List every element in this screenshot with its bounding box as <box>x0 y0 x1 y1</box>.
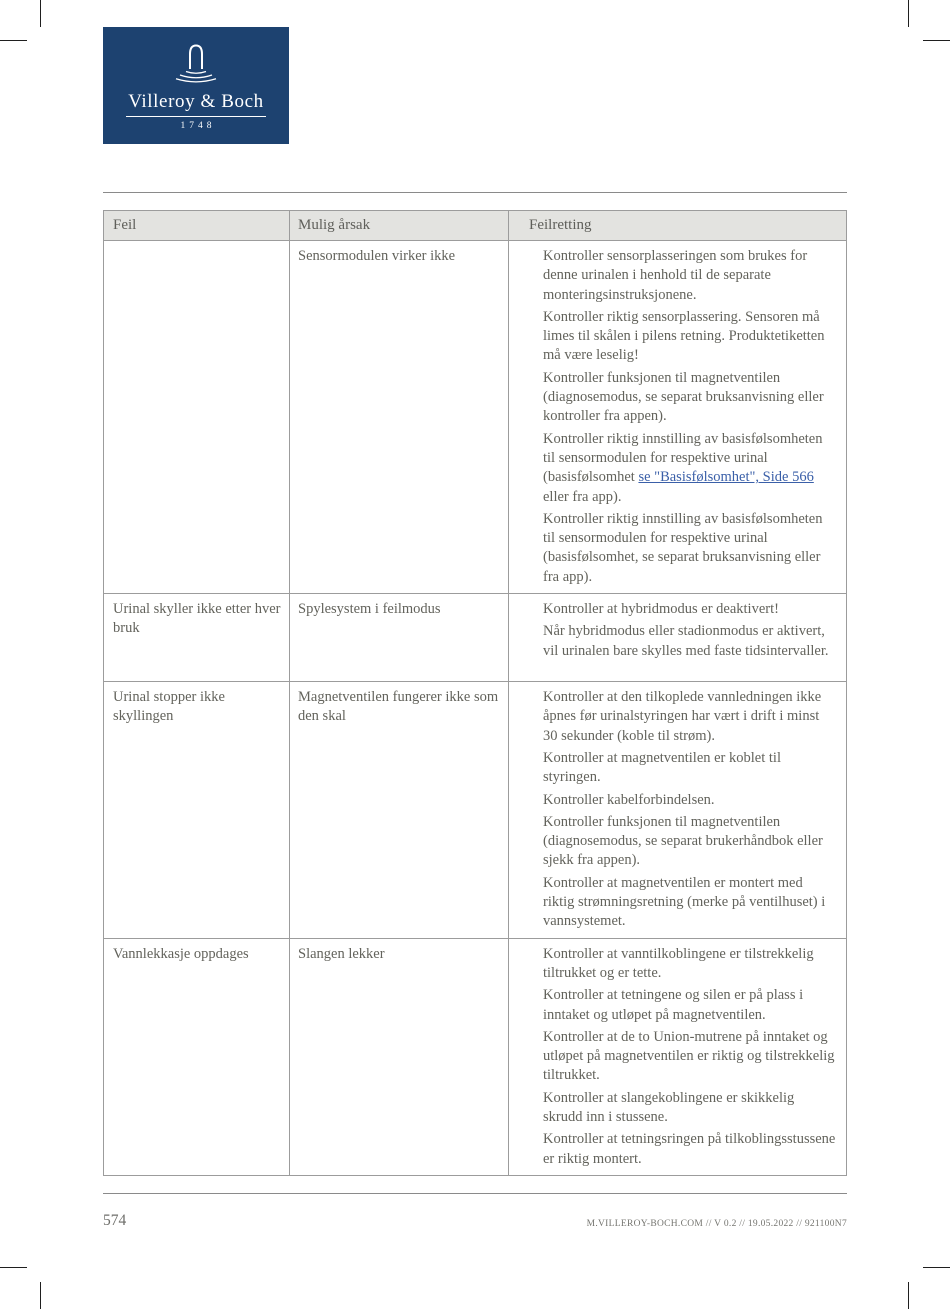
cell-mulig-arsak: Sensormodulen virker ikke <box>290 241 509 593</box>
paragraph-text: Kontroller at magnetventilen er koblet til styringen. <box>543 749 781 786</box>
paragraph-text: Kontroller at tetningsringen på tilkoblingsstussene er riktig montert. <box>543 1131 836 1167</box>
cell-mulig-arsak: Magnetventilen fungerer ikke som den skal <box>290 682 509 938</box>
feilretting-paragraph <box>543 1089 836 1128</box>
feilretting-paragraph <box>543 510 836 587</box>
column-header-feilretting: Feilretting <box>529 216 592 233</box>
feilretting-paragraph <box>543 600 836 619</box>
feilretting-paragraph <box>543 749 836 788</box>
footer-divider <box>103 1193 847 1194</box>
paragraph-text: Kontroller riktig innstilling av basisfølsomheten til sensormodulen for respektive urinal (basisfølsomhet <box>543 430 823 486</box>
cell-feilretting <box>509 682 846 938</box>
brand-year: 1748 <box>180 121 216 131</box>
paragraph-text: Kontroller funksjonen til magnetventilen (diagnosemodus, se separat brukerhåndbok eller sjekk fra appen). <box>543 813 823 869</box>
feilretting-paragraph <box>543 1028 836 1086</box>
cell-mulig-arsak: Slangen lekker <box>290 939 509 1175</box>
paragraph-text: Kontroller at slangekoblingene er skikkelig skrudd inn i stussene. <box>543 1089 795 1125</box>
cell-feil: Urinal skyller ikke etter hver bruk <box>104 594 290 681</box>
table-row <box>104 682 846 939</box>
brand-logo <box>103 27 289 144</box>
table-row <box>104 939 846 1175</box>
water-tap-icon <box>165 40 227 86</box>
paragraph-text: eller fra app). <box>543 488 622 505</box>
crop-mark <box>908 1282 909 1309</box>
paragraph-text: Kontroller kabelforbindelsen. <box>543 791 715 808</box>
feilretting-paragraph <box>543 688 836 746</box>
table-header-row <box>104 211 846 241</box>
paragraph-text: Kontroller sensorplasseringen som brukes for denne urinalen i henhold til de separate monteringsinstruksjonene. <box>543 248 808 303</box>
troubleshooting-table <box>103 210 847 1176</box>
paragraph-text: Kontroller at de to Union-mutrene på inntaket og utløpet på magnetventilen er riktig og tilstrekkelig tiltrukket. <box>543 1028 835 1084</box>
cell-feil: Vannlekkasje oppdages <box>104 939 290 1175</box>
paragraph-text: Kontroller riktig innstilling av basisfølsomheten til sensormodulen for respektive urinal (basisfølsomhet, se separat bruksanvisning eller fra app). <box>543 510 823 585</box>
table-row <box>104 241 846 594</box>
column-header-mulig-arsak: Mulig årsak <box>290 211 509 240</box>
cell-feilretting <box>509 241 846 593</box>
column-header-feil: Feil <box>104 211 290 240</box>
feilretting-paragraph <box>543 874 836 932</box>
crop-mark <box>0 1267 27 1268</box>
feilretting-paragraph <box>543 1130 836 1169</box>
cell-feilretting <box>509 939 846 1175</box>
paragraph-text: Når hybridmodus eller stadionmodus er aktivert, vil urinalen bare skylles med faste tidsintervaller. <box>543 623 829 659</box>
table-row <box>104 594 846 682</box>
brand-name: Villeroy & Boch <box>126 91 266 117</box>
cell-feil <box>104 241 290 593</box>
cell-feilretting <box>509 594 846 681</box>
feilretting-paragraph <box>543 247 836 305</box>
feilretting-paragraph <box>543 369 836 427</box>
paragraph-text: Kontroller at hybridmodus er deaktivert! <box>543 601 779 618</box>
paragraph-text: Kontroller at tetningene og silen er på plass i inntaket og utløpet på magnetventilen. <box>543 987 804 1023</box>
table-body <box>104 241 846 1175</box>
paragraph-text: Kontroller at den tilkoplede vannledningen ikke åpnes før urinalstyringen har vært i drift i minst 30 sekunder (koble til strøm). <box>543 689 822 744</box>
basisfolsomhet-page-link[interactable]: se "Basisfølsomhet", Side 566 <box>638 469 814 486</box>
page-number: 574 <box>103 1212 127 1229</box>
paragraph-text: Kontroller at vanntilkoblingene er tilstrekkelig tiltrukket og er tette. <box>543 945 814 981</box>
feilretting-paragraph <box>543 791 836 810</box>
crop-mark <box>40 1282 41 1309</box>
crop-mark <box>40 0 41 27</box>
crop-mark <box>0 40 27 41</box>
feilretting-paragraph <box>543 430 836 507</box>
feilretting-paragraph <box>543 622 836 661</box>
header-divider <box>103 192 847 193</box>
crop-mark <box>923 1267 950 1268</box>
cell-feil: Urinal stopper ikke skyllingen <box>104 682 290 938</box>
crop-mark <box>923 40 950 41</box>
paragraph-text: Kontroller riktig sensorplassering. Sensoren må limes til skålen i pilens retning. Produktetiketten må være leselig! <box>543 308 825 364</box>
footer-meta: M.VILLEROY-BOCH.COM // V 0.2 // 19.05.2022 // 921100N7 <box>586 1219 847 1229</box>
paragraph-text: Kontroller funksjonen til magnetventilen (diagnosemodus, se separat bruksanvisning eller kontroller fra appen). <box>543 369 824 425</box>
feilretting-paragraph <box>543 813 836 871</box>
cell-mulig-arsak: Spylesystem i feilmodus <box>290 594 509 681</box>
feilretting-paragraph <box>543 945 836 984</box>
feilretting-paragraph <box>543 308 836 366</box>
crop-mark <box>908 0 909 27</box>
feilretting-paragraph <box>543 986 836 1025</box>
paragraph-text: Kontroller at magnetventilen er montert med riktig strømningsretning (merke på ventilhuset) i vannsystemet. <box>543 874 826 930</box>
